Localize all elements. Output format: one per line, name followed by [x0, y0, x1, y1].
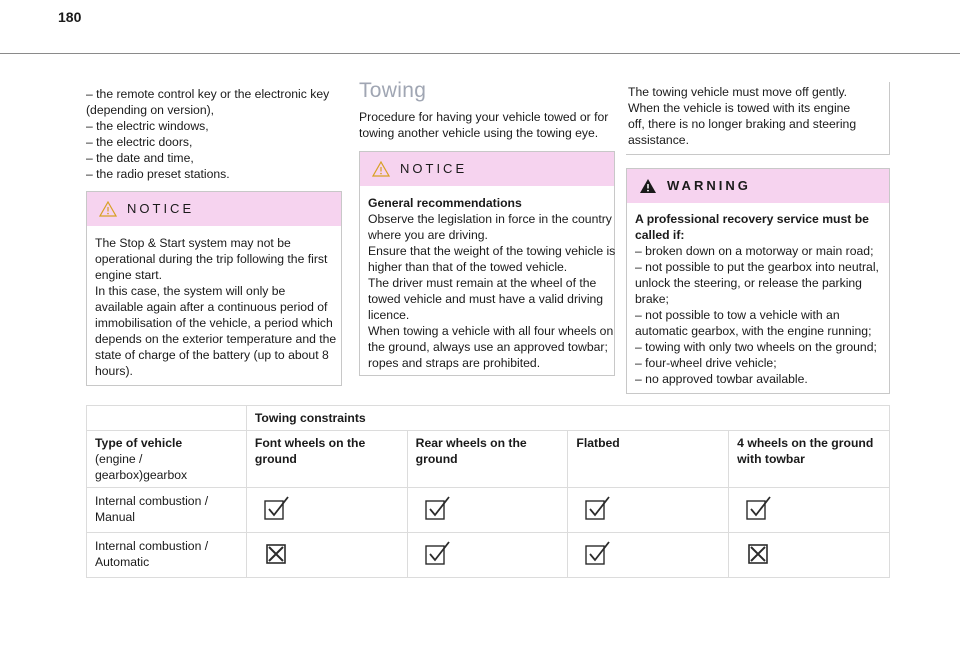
header-rear-wheels [407, 431, 568, 488]
feature-list [86, 86, 342, 182]
warning-line: – towing with only two wheels on the ground; [635, 340, 877, 354]
checkbox-checked-icon [424, 510, 452, 524]
row-label-line: Internal combustion / [95, 494, 209, 508]
info-line: off, there is no longer braking and steering [628, 117, 857, 131]
notice-box-towing [359, 151, 615, 376]
notice-line: ropes and straps are prohibited. [368, 356, 541, 370]
list-item: – the electric doors, [86, 135, 193, 149]
warning-triangle-filled-icon [639, 178, 657, 194]
constraint-cell [568, 533, 729, 578]
info-line: assistance. [628, 133, 689, 147]
notice-title: NOTICE [127, 201, 195, 216]
checkbox-checked-icon [745, 510, 773, 524]
warning-line: unlock the steering, or release the parking [635, 276, 862, 290]
notice-subtitle: General recommendations [368, 196, 522, 210]
notice-line: towed vehicle and must have a valid driving [368, 292, 604, 306]
constraint-cell [407, 533, 568, 578]
notice-header [360, 152, 614, 186]
header-line: Font wheels on the [254, 436, 366, 450]
header-vehicle-type-title: Type of vehicle [95, 436, 183, 450]
row-label-line: Manual [95, 510, 135, 524]
warning-line: – no approved towbar available. [635, 372, 808, 386]
notice-line: state of charge of the battery (up to about 8 [95, 348, 329, 362]
page-number: 180 [58, 9, 82, 25]
notice-line: The Stop & Start system may not be [95, 236, 291, 250]
constraint-cell [246, 533, 407, 578]
list-item: (depending on version), [86, 103, 215, 117]
header-flatbed [568, 431, 729, 488]
notice-line: licence. [368, 308, 410, 322]
notice-box-stop-start [86, 191, 342, 386]
warning-line: – broken down on a motorway or main road; [635, 244, 874, 258]
warning-box [626, 168, 890, 394]
warning-triangle-outline-icon [99, 201, 117, 217]
checkbox-crossed-icon [263, 555, 291, 569]
table-header-row [87, 431, 890, 488]
left-column [86, 86, 342, 386]
warning-lead: A professional recovery service must be [635, 212, 869, 226]
row-label-line: Automatic [95, 555, 150, 569]
notice-body [360, 186, 614, 375]
section-heading: Towing [359, 79, 427, 102]
table-corner-cell [87, 406, 247, 431]
warning-lead: called if: [635, 228, 685, 242]
info-line: The towing vehicle must move off gently. [628, 85, 848, 99]
warning-triangle-outline-icon [372, 161, 390, 177]
notice-title: NOTICE [400, 161, 468, 176]
warning-body [627, 203, 889, 393]
table-title: Towing constraints [246, 406, 889, 431]
notice-line: depends on the exterior temperature and the [95, 332, 337, 346]
notice-line: where you are driving. [368, 228, 488, 242]
header-line: 4 wheels on the ground [737, 436, 874, 450]
notice-line: The driver must remain at the wheel of the [368, 276, 597, 290]
warning-header [627, 169, 889, 203]
checkbox-checked-icon [424, 555, 452, 569]
info-box [626, 82, 890, 155]
notice-line: Ensure that the weight of the towing vehicle is [368, 244, 616, 258]
table-title-row [87, 406, 890, 431]
warning-line: automatic gearbox, with the engine running; [635, 324, 872, 338]
list-item: – the radio preset stations. [86, 167, 230, 181]
list-item: – the electric windows, [86, 119, 209, 133]
constraint-cell [729, 488, 890, 533]
checkbox-checked-icon [584, 510, 612, 524]
checkbox-checked-icon [263, 510, 291, 524]
notice-line: operational during the trip following the first [95, 252, 328, 266]
notice-line: Observe the legislation in force in the country [368, 212, 612, 226]
header-line: Rear wheels on the [415, 436, 527, 450]
row-label [87, 488, 247, 533]
header-four-wheels [729, 431, 890, 488]
checkbox-checked-icon [584, 555, 612, 569]
constraint-cell [407, 488, 568, 533]
list-item: – the remote control key or the electronic key [86, 87, 330, 101]
list-item: – the date and time, [86, 151, 194, 165]
notice-line: available again after a continuous period of [95, 300, 328, 314]
header-vehicle-type [87, 431, 247, 488]
header-line: ground [254, 452, 297, 466]
notice-line: engine start. [95, 268, 163, 282]
info-line: When the vehicle is towed with its engine [628, 101, 851, 115]
intro-text [359, 109, 615, 141]
right-column [626, 82, 890, 394]
notice-line: When towing a vehicle with all four wheels on [368, 324, 614, 338]
header-divider [0, 53, 960, 54]
warning-line: – four-wheel drive vehicle; [635, 356, 777, 370]
towing-constraints-table [86, 405, 890, 578]
table-row-manual [87, 488, 890, 533]
header-front-wheels [246, 431, 407, 488]
notice-line: higher than that of the towed vehicle. [368, 260, 568, 274]
warning-line: – not possible to put the gearbox into neutral, [635, 260, 879, 274]
intro-line: towing another vehicle using the towing eye. [359, 126, 599, 140]
notice-line: In this case, the system will only be [95, 284, 286, 298]
notice-body [87, 226, 341, 385]
intro-line: Procedure for having your vehicle towed or for [359, 110, 609, 124]
checkbox-crossed-icon [745, 555, 773, 569]
constraint-cell [568, 488, 729, 533]
notice-line: hours). [95, 364, 133, 378]
header-line: Flatbed [576, 436, 620, 450]
warning-line: brake; [635, 292, 669, 306]
constraint-cell [246, 488, 407, 533]
middle-column [359, 79, 616, 376]
constraint-cell [729, 533, 890, 578]
notice-line: the ground, always use an approved towbar; [368, 340, 608, 354]
notice-header [87, 192, 341, 226]
table-row-automatic [87, 533, 890, 578]
warning-line: – not possible to tow a vehicle with an [635, 308, 840, 322]
header-line: with towbar [737, 452, 805, 466]
header-line: ground [415, 452, 458, 466]
warning-title: WARNING [667, 178, 751, 193]
row-label-line: Internal combustion / [95, 539, 209, 553]
header-vehicle-type-sub: (engine / gearbox)gearbox [95, 452, 188, 482]
row-label [87, 533, 247, 578]
notice-line: immobilisation of the vehicle, a period which [95, 316, 333, 330]
